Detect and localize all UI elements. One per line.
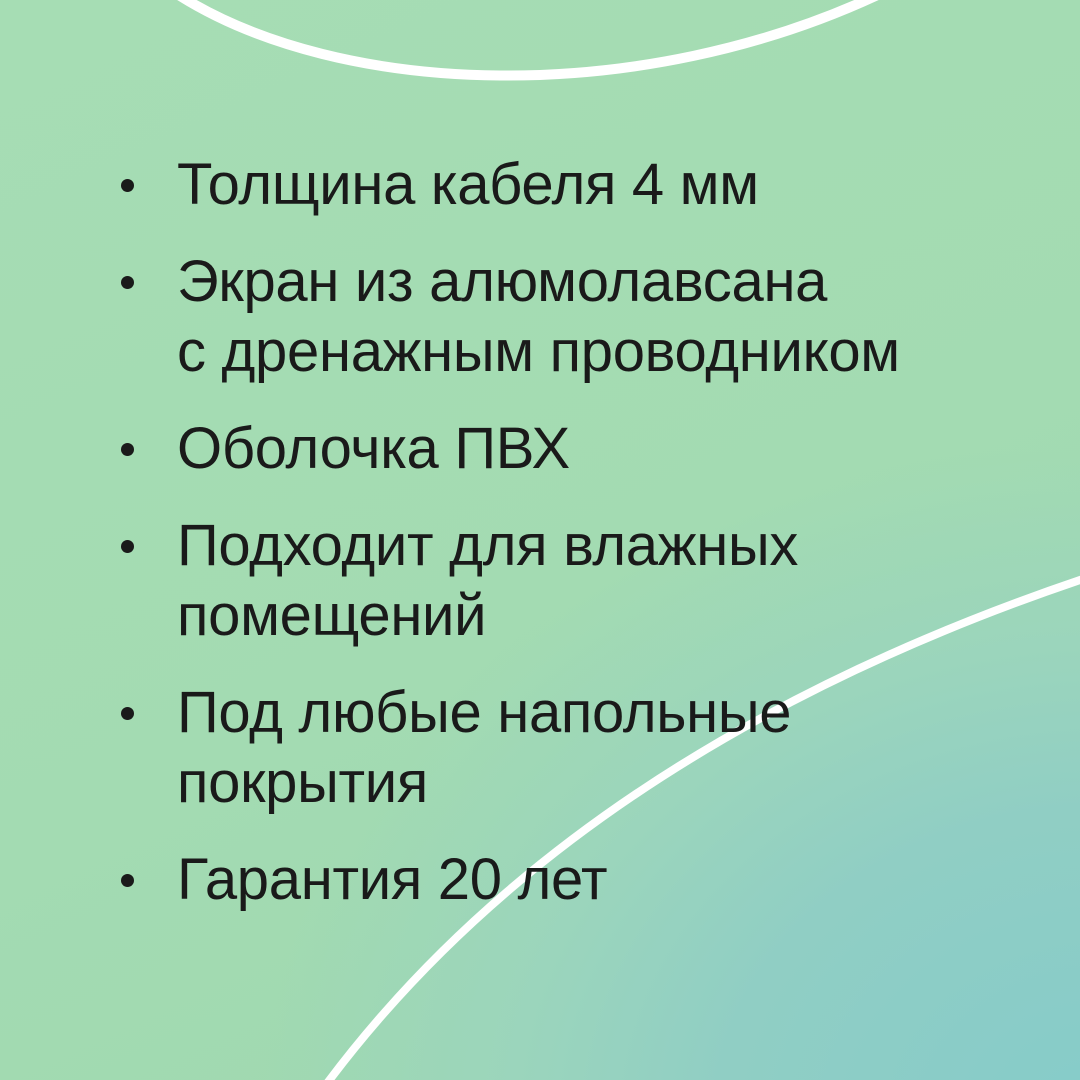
feature-item-wet-rooms: [121, 511, 1001, 651]
feature-line: Гарантия 20 лет: [177, 847, 608, 912]
bullet-icon: [121, 276, 134, 289]
feature-text: [177, 511, 798, 651]
top-wave-line: [177, 0, 884, 76]
feature-line: Подходит для влажных: [177, 513, 799, 578]
feature-line: Толщина кабеля 4 мм: [177, 152, 759, 217]
feature-text: [177, 845, 607, 915]
feature-line: покрытия: [177, 750, 428, 815]
bullet-icon: [121, 874, 134, 887]
feature-text: [177, 678, 791, 818]
bullet-icon: [121, 179, 134, 192]
feature-list: [121, 150, 1001, 942]
feature-item-pvc-sheath: [121, 414, 1001, 484]
feature-line: с дренажным проводником: [177, 319, 900, 384]
feature-line: Под любые напольные: [177, 680, 792, 745]
feature-text: [177, 150, 759, 220]
feature-line: помещений: [177, 583, 487, 648]
feature-item-warranty: [121, 845, 1001, 915]
bullet-icon: [121, 707, 134, 720]
feature-text: [177, 247, 900, 387]
feature-text: [177, 414, 570, 484]
bullet-icon: [121, 540, 134, 553]
bullet-icon: [121, 443, 134, 456]
feature-item-shield: [121, 247, 1001, 387]
feature-line: Экран из алюмолавсана: [177, 249, 828, 314]
feature-item-floor-coverings: [121, 678, 1001, 818]
feature-line: Оболочка ПВХ: [177, 416, 570, 481]
feature-item-cable-thickness: [121, 150, 1001, 220]
